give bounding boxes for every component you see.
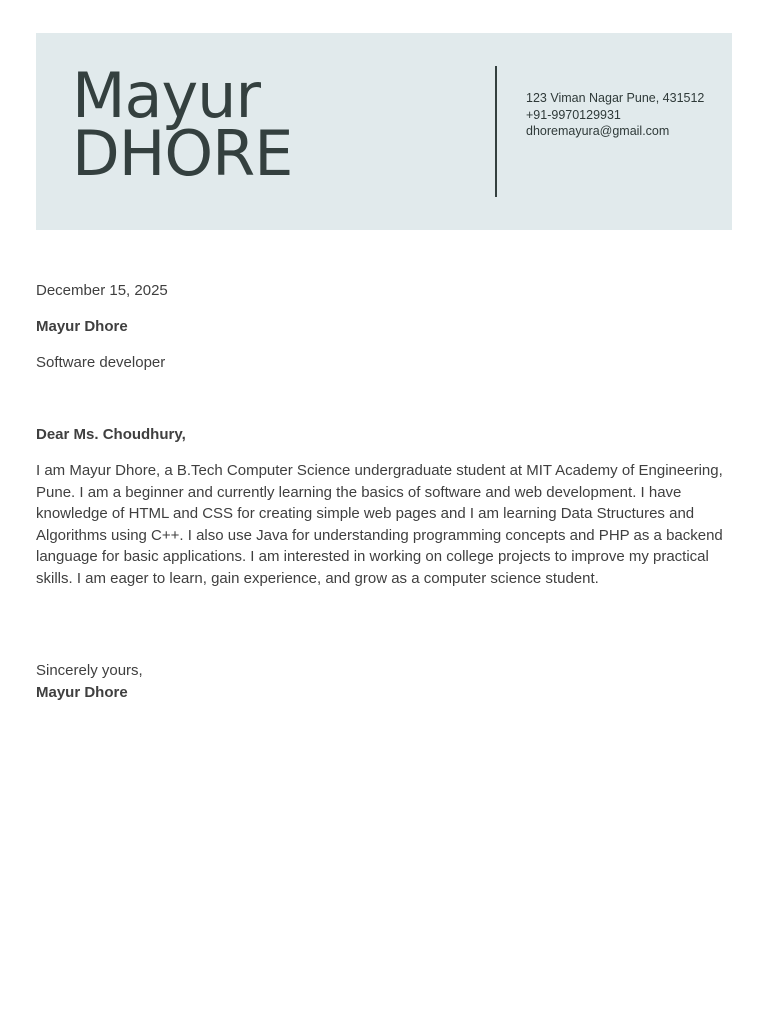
letter-paragraph: I am Mayur Dhore, a B.Tech Computer Science undergraduate student at MIT Academy of Engineering, Pune. I am a beginner and currently learning the basics of software and web development. I have knowledge of HTML and CSS for creating simple web pages and I am learning Data Structures and Algorithms using C++. I also use Java for understanding programming concepts and PHP as a backend language for basic applications. I am interested in working on college projects to improve my practical skills. I am eager to learn, gain experience, and grow as a computer science student.: [36, 462, 723, 587]
letter-date: December 15, 2025: [36, 282, 168, 299]
header-divider: [495, 66, 497, 197]
closing: Sincerely yours,: [36, 662, 143, 679]
sender-name: Mayur Dhore: [36, 318, 128, 335]
contact-email: dhoremayura@gmail.com: [526, 124, 670, 138]
letter-header: [36, 33, 732, 230]
applicant-name: [72, 59, 293, 190]
signature: Mayur Dhore: [36, 684, 128, 701]
contact-address: 123 Viman Nagar Pune, 431512: [526, 91, 705, 105]
sender-title: Software developer: [36, 354, 166, 371]
last-name: DHORE: [72, 117, 293, 190]
contact-phone: +91-9970129931: [526, 107, 621, 122]
contact-block: [526, 90, 716, 140]
salutation: Dear Ms. Choudhury,: [36, 426, 186, 443]
first-name: Mayur: [72, 59, 260, 132]
